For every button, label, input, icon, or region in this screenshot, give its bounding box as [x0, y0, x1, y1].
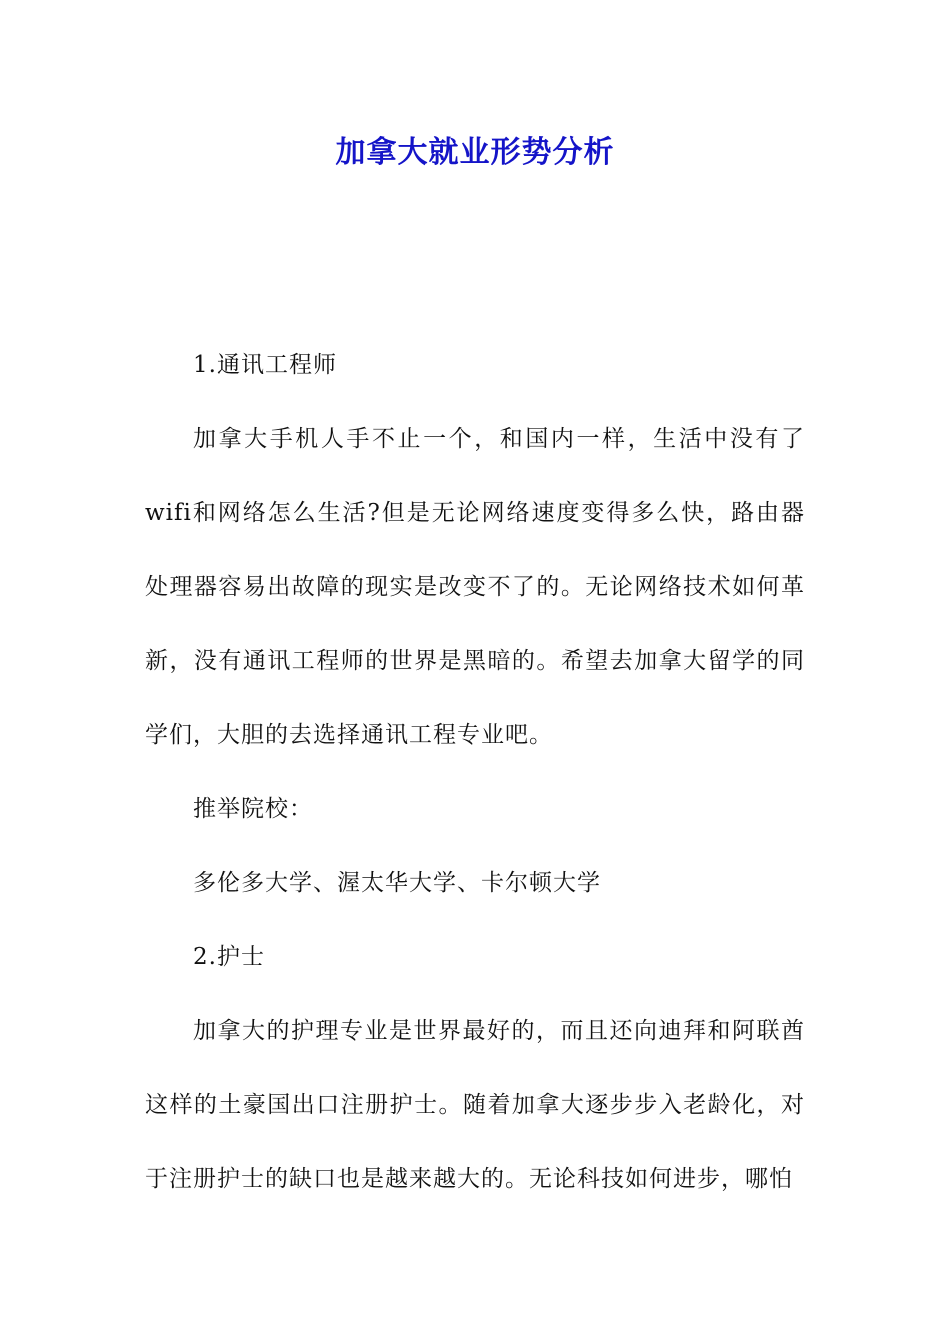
recommended-schools-label: 推举院校： [193, 796, 313, 822]
recommended-schools-list: 多伦多大学、渥太华大学、卡尔顿大学 [193, 870, 601, 896]
paragraph-nursing: 加拿大的护理专业是世界最好的，而且还向迪拜和阿联酋这样的土豪国出口注册护士。随着加拿大逐步步入老龄化，对于注册护士的缺口也是越来越大的。无论科技如何进步，哪怕 [145, 1018, 805, 1192]
document-body [145, 328, 805, 1216]
paragraph-telecom: 加拿大手机人手不止一个，和国内一样，生活中没有了wifi和网络怎么生活?但是无论网络速度变得多么快，路由器处理器容易出故障的现实是改变不了的。无论网络技术如何革新，没有通讯工程师的世界是黑暗的。希望去加拿大留学的同学们，大胆的去选择通讯工程专业吧。 [145, 426, 805, 748]
document-title: 加拿大就业形势分析 [335, 135, 615, 170]
section-heading-1: 1.通讯工程师 [193, 352, 337, 378]
section-heading-2: 2.护士 [193, 944, 265, 970]
